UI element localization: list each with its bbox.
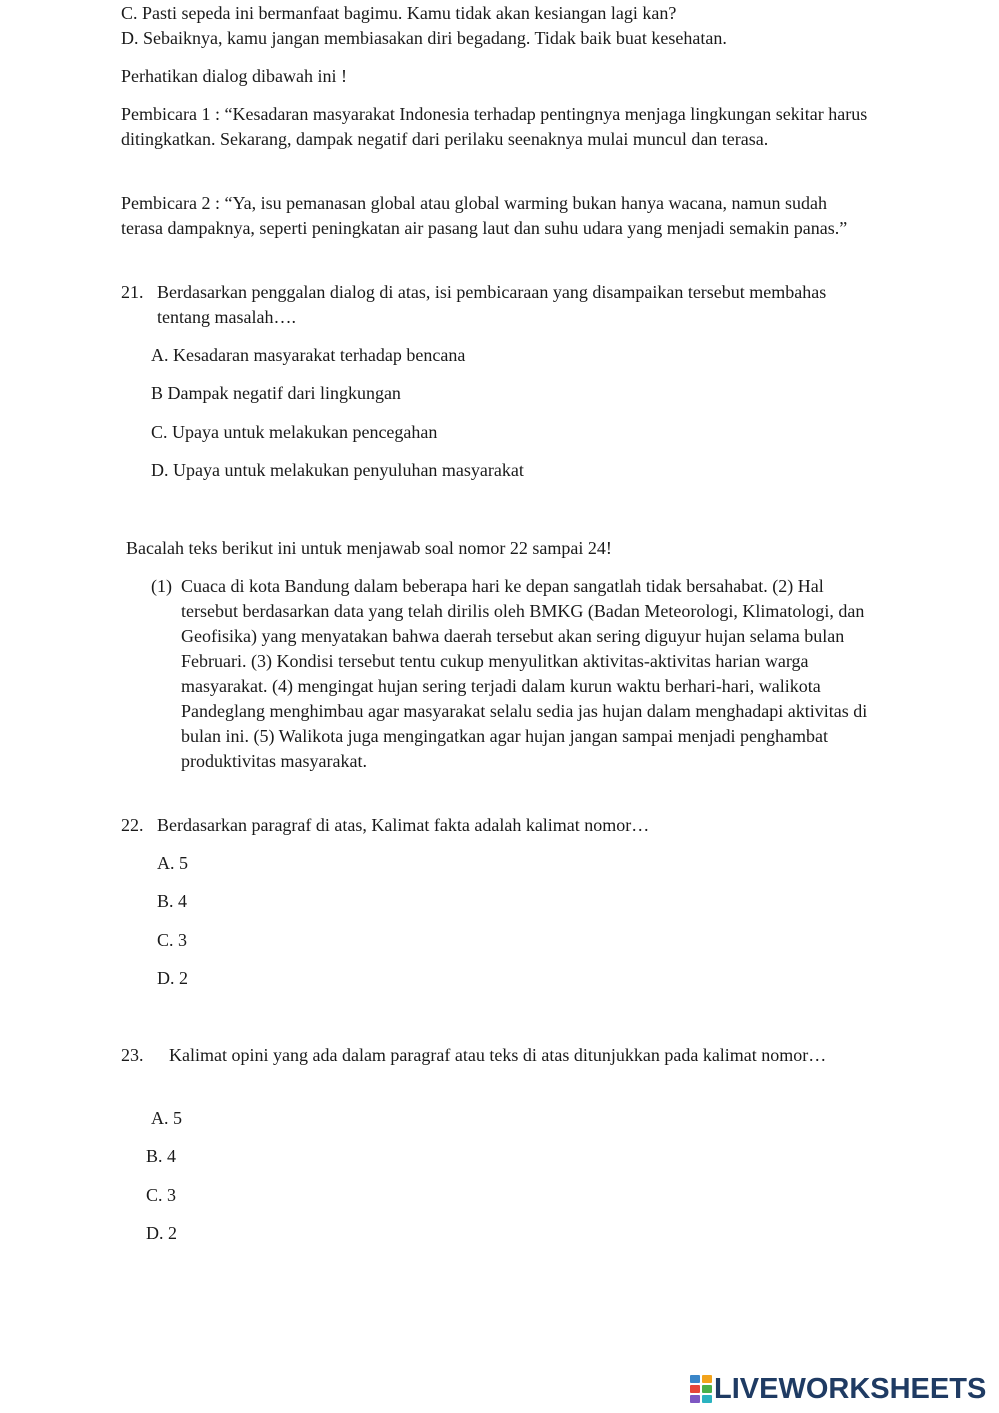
answer-option[interactable]: A. 5 (151, 1108, 182, 1128)
reading-passage: Cuaca di kota Bandung dalam beberapa hari ke depan sangatlah tidak bersahabat. (2) Hal tersebut berdasarkan data yang telah dirilis oleh BMKG (Badan Meteorologi, Klimatologi, dan Geofisika) yang menyatakan bahwa daerah tersebut akan sering diguyur hujan selama bulan Februari. (3) Kondisi tersebut tentu cukup menyulitkan aktivitas-aktivitas harian warga masyarakat. (4) mengingat hujan sering terjadi dalam kurun waktu berhari-hari, walikota Pandeglang menghimbau agar masyarakat selalu sedia jas hujan dalam menghadapi aktivitas di bulan ini. (5) Walikota juga mengingatkan agar hujan jangan sampai menjadi penghambat produktivitas masyarakat. (181, 576, 868, 771)
prev-option-d: D. Sebaiknya, kamu jangan membiasakan diri begadang. Tidak baik buat kesehatan. (121, 28, 727, 48)
question-number: 22. (121, 815, 144, 835)
question-text: Berdasarkan paragraf di atas, Kalimat fakta adalah kalimat nomor… (157, 815, 650, 835)
answer-option[interactable]: B. 4 (146, 1146, 177, 1166)
reading-instruction: Bacalah teks berikut ini untuk menjawab soal nomor 22 sampai 24! (126, 538, 612, 558)
answer-option[interactable]: D. 2 (157, 968, 188, 988)
answer-option[interactable]: C. Upaya untuk melakukan pencegahan (151, 422, 438, 442)
answer-option[interactable]: C. 3 (157, 930, 188, 950)
answer-option[interactable]: D. Upaya untuk melakukan penyuluhan masyarakat (151, 460, 524, 480)
dialog-speaker-2: Pembicara 2 : “Ya, isu pemanasan global atau global warming bukan hanya wacana, namun sudah terasa dampaknya, seperti peningkatan air pasang laut dan suhu udara yang menjadi semakin panas.” (121, 193, 848, 238)
liveworksheets-logo-icon (690, 1375, 712, 1403)
prev-option-c: C. Pasti sepeda ini bermanfaat bagimu. Kamu tidak akan kesiangan lagi kan? (121, 3, 677, 23)
question-number: 21. (121, 282, 144, 302)
dialog-speaker-1: Pembicara 1 : “Kesadaran masyarakat Indonesia terhadap pentingnya menjaga lingkungan sekitar harus ditingkatkan. Sekarang, dampak negatif dari perilaku seenaknya mulai muncul dan terasa. (121, 104, 868, 149)
answer-option[interactable]: B. 4 (157, 891, 188, 911)
answer-option[interactable]: A. 5 (157, 853, 188, 873)
dialog-intro: Perhatikan dialog dibawah ini ! (121, 66, 347, 86)
answer-option[interactable]: B Dampak negatif dari lingkungan (151, 383, 401, 403)
logo-text: LIVEWORKSHEETS (714, 1373, 987, 1405)
answer-option[interactable]: D. 2 (146, 1223, 177, 1243)
reading-marker: (1) (151, 576, 172, 596)
answer-option[interactable]: A. Kesadaran masyarakat terhadap bencana (151, 345, 466, 365)
answer-option[interactable]: C. 3 (146, 1185, 177, 1205)
question-text: Kalimat opini yang ada dalam paragraf atau teks di atas ditunjukkan pada kalimat nomor… (169, 1045, 827, 1065)
question-text: Berdasarkan penggalan dialog di atas, isi pembicaraan yang disampaikan tersebut membahas tentang masalah…. (157, 282, 827, 327)
question-number: 23. (121, 1045, 144, 1065)
liveworksheets-logo (690, 1373, 986, 1405)
